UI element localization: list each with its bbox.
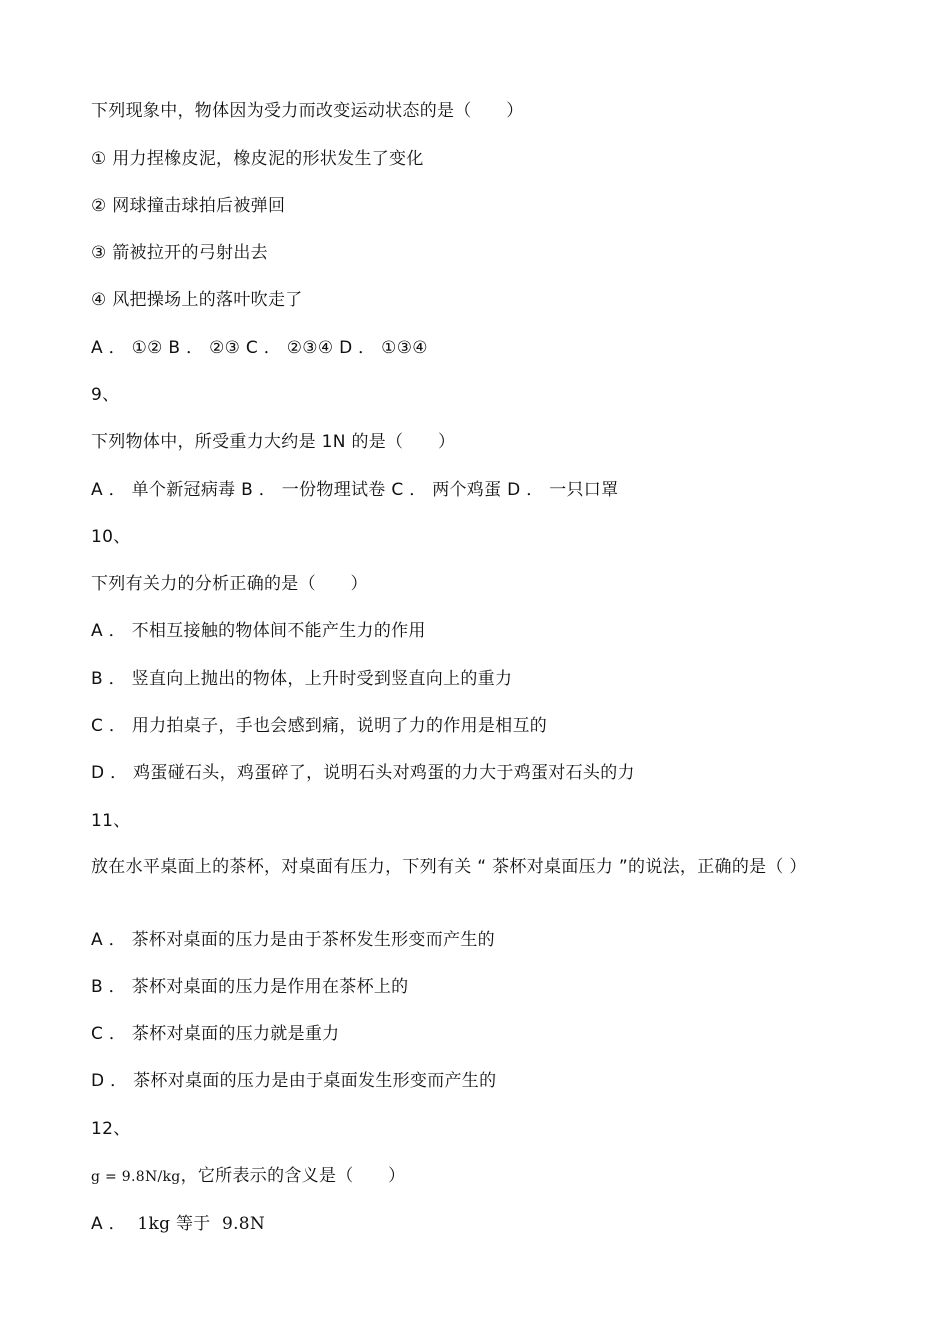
q8-options: A ． ①② B ． ②③ C ． ②③④ D ． ①③④ [91, 338, 428, 358]
q12-option-a-label: A ． [91, 1214, 126, 1234]
q9-number: 9、 [91, 385, 120, 405]
q12-stem: ，它所表示的含义是（ ） [180, 1166, 406, 1186]
q8-item-1: ① 用力捏橡皮泥，橡皮泥的形状发生了变化 [91, 149, 424, 169]
q9-options: A ． 单个新冠病毒 B ． 一份物理试卷 C ． 两个鸡蛋 D ． 一只口罩 [91, 480, 619, 500]
q12-number: 12、 [91, 1119, 131, 1139]
q12-formula: g = 9.8N/kg [91, 1169, 181, 1185]
q11-option-c: C ． 茶杯对桌面的压力就是重力 [91, 1024, 340, 1044]
q10-option-d: D ． 鸡蛋碰石头，鸡蛋碎了，说明石头对鸡蛋的力大于鸡蛋对石头的力 [91, 763, 635, 783]
q10-option-c: C ． 用力拍桌子，手也会感到痛，说明了力的作用是相互的 [91, 716, 548, 736]
q8-item-4: ④ 风把操场上的落叶吹走了 [91, 290, 303, 310]
q11-number: 11、 [91, 811, 131, 831]
q12-option-a-text: 1kg 等于 9.8N [137, 1214, 266, 1234]
q12-stem-line [91, 1165, 405, 1188]
q11-option-a: A ． 茶杯对桌面的压力是由于茶杯发生形变而产生的 [91, 930, 495, 950]
q8-item-3: ③ 箭被拉开的弓射出去 [91, 243, 268, 263]
q12-option-a [91, 1213, 265, 1235]
q11-stem: 放在水平桌面上的茶杯，对桌面有压力，下列有关 “ 茶杯对桌面压力 ”的说法，正确的是（ ） [91, 857, 807, 877]
q8-item-2: ② 网球撞击球拍后被弹回 [91, 196, 286, 216]
q8-stem: 下列现象中，物体因为受力而改变运动状态的是（ ） [91, 101, 524, 121]
q11-option-d: D ． 茶杯对桌面的压力是由于桌面发生形变而产生的 [91, 1071, 497, 1091]
q10-stem: 下列有关力的分析正确的是（ ） [91, 574, 368, 594]
q10-option-b: B ． 竖直向上抛出的物体，上升时受到竖直向上的重力 [91, 669, 513, 689]
q10-number: 10、 [91, 527, 131, 547]
q9-stem: 下列物体中，所受重力大约是 1N 的是（ ） [91, 432, 456, 452]
q11-option-b: B ． 茶杯对桌面的压力是作用在茶杯上的 [91, 977, 409, 997]
q10-option-a: A ． 不相互接触的物体间不能产生力的作用 [91, 621, 426, 641]
